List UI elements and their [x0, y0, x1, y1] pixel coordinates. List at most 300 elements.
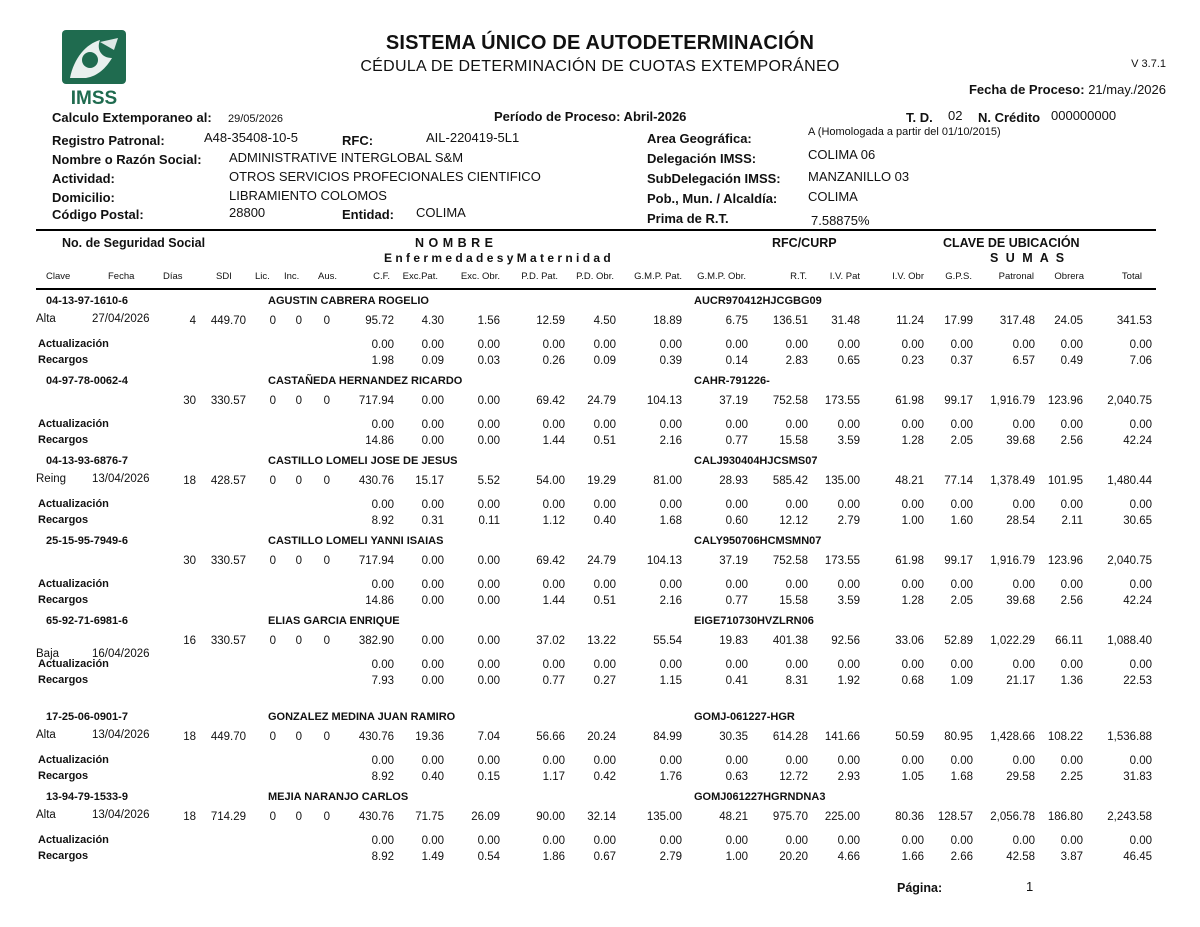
actualizacion-cell: 0.00: [785, 579, 808, 591]
amount-cell: 382.90: [358, 635, 394, 647]
actualizacion-cell: 0.00: [542, 659, 565, 671]
area-label: Area Geográfica:: [647, 131, 752, 146]
movement-type: Alta: [36, 313, 56, 325]
recargos-cell: 2.79: [837, 515, 860, 527]
movement-date: 13/04/2026: [92, 729, 150, 741]
cp-label: Código Postal:: [52, 207, 144, 222]
employee-name: CASTILLO LOMELI JOSE DE JESUS: [268, 455, 458, 467]
amount-cell: 1.56: [477, 315, 500, 327]
movement-date: 13/04/2026: [92, 473, 150, 485]
actualizacion-label: Actualización: [38, 578, 109, 590]
actualizacion-cell: 0.00: [421, 659, 444, 671]
recargos-cell: 28.54: [1006, 515, 1035, 527]
sdi-value: 428.57: [210, 475, 246, 487]
dias-value: 18: [183, 731, 196, 743]
recargos-cell: 14.86: [365, 435, 394, 447]
recargos-cell: 14.86: [365, 595, 394, 607]
amount-cell: 24.79: [587, 555, 616, 567]
recargos-cell: 0.67: [593, 851, 616, 863]
actividad-value: OTROS SERVICIOS PROFECIONALES CIENTIFICO: [229, 169, 541, 184]
recargos-cell: 2.05: [950, 595, 973, 607]
employee-nss: 25-15-95-7949-6: [46, 535, 128, 547]
lic-value: 0: [269, 811, 276, 823]
recargos-cell: 22.53: [1123, 675, 1152, 687]
actualizacion-label: Actualización: [38, 418, 109, 430]
amount-cell: 69.42: [536, 555, 565, 567]
column-header-2: Días: [163, 271, 183, 282]
pagina-label: Página:: [897, 881, 943, 895]
recargos-cell: 3.87: [1060, 851, 1083, 863]
actualizacion-cell: 0.00: [1012, 579, 1035, 591]
amount-cell: 430.76: [358, 811, 394, 823]
amount-cell: 71.75: [415, 811, 444, 823]
column-header-6: Aus.: [318, 271, 338, 282]
amount-cell: 5.52: [477, 475, 500, 487]
amount-cell: 18.89: [653, 315, 682, 327]
rfc-value: AIL-220419-5L1: [426, 130, 520, 145]
actualizacion-cell: 0.00: [371, 659, 394, 671]
employee-rfc: GOMJ061227HGRNDNA3: [694, 791, 826, 803]
actualizacion-cell: 0.00: [371, 755, 394, 767]
actualizacion-cell: 0.00: [901, 339, 924, 351]
nss-column-header: No. de Seguridad Social: [62, 236, 206, 250]
recargos-cell: 1.00: [725, 851, 748, 863]
actualizacion-cell: 0.00: [837, 659, 860, 671]
entidad-label: Entidad:: [342, 207, 394, 222]
amount-cell: 80.36: [895, 811, 924, 823]
amount-cell: 30.35: [719, 731, 748, 743]
actualizacion-cell: 0.00: [659, 579, 682, 591]
actualizacion-cell: 0.00: [725, 419, 748, 431]
recargos-label: Recargos: [38, 594, 89, 606]
amount-cell: 317.48: [999, 315, 1035, 327]
column-header-14: R.T.: [790, 271, 807, 282]
amount-cell: 104.13: [646, 395, 682, 407]
actualizacion-cell: 0.00: [837, 579, 860, 591]
amount-cell: 108.22: [1047, 731, 1083, 743]
recargos-cell: 7.93: [371, 675, 394, 687]
amount-cell: 31.48: [831, 315, 860, 327]
amount-cell: 1,916.79: [990, 395, 1035, 407]
employee-name: CASTAÑEDA HERNANDEZ RICARDO: [268, 375, 463, 387]
actualizacion-cell: 0.00: [593, 499, 616, 511]
actualizacion-cell: 0.00: [725, 755, 748, 767]
recargos-cell: 42.24: [1123, 595, 1152, 607]
amount-cell: 19.83: [719, 635, 748, 647]
amount-cell: 19.36: [415, 731, 444, 743]
actualizacion-cell: 0.00: [421, 419, 444, 431]
sumas-header: S U M A S: [990, 251, 1067, 265]
amount-cell: 7.04: [477, 731, 500, 743]
clave-ubicacion-header: CLAVE DE UBICACIÓN: [943, 236, 1080, 250]
recargos-cell: 1.00: [901, 515, 924, 527]
amount-cell: 101.95: [1047, 475, 1083, 487]
actualizacion-cell: 0.00: [421, 755, 444, 767]
amount-cell: 37.02: [536, 635, 565, 647]
actualizacion-cell: 0.00: [542, 755, 565, 767]
amount-cell: 48.21: [895, 475, 924, 487]
amount-cell: 104.13: [646, 555, 682, 567]
employee-rfc: CAHR-791226-: [694, 375, 770, 387]
actualizacion-cell: 0.00: [1060, 339, 1083, 351]
column-header-15: I.V. Pat: [829, 271, 860, 282]
actualizacion-cell: 0.00: [901, 419, 924, 431]
amount-cell: 752.58: [772, 555, 808, 567]
prima-value: 7.58875%: [811, 213, 870, 228]
amount-cell: 0.00: [477, 635, 500, 647]
recargos-label: Recargos: [38, 770, 89, 782]
lic-value: 0: [269, 395, 276, 407]
amount-cell: 128.57: [937, 811, 973, 823]
actualizacion-cell: 0.00: [901, 835, 924, 847]
recargos-label: Recargos: [38, 354, 89, 366]
employee-nss: 65-92-71-6981-6: [46, 615, 128, 627]
actualizacion-cell: 0.00: [477, 339, 500, 351]
actualizacion-cell: 0.00: [1060, 579, 1083, 591]
recargos-cell: 15.58: [779, 595, 808, 607]
recargos-cell: 12.12: [779, 515, 808, 527]
aus-value: 0: [323, 475, 330, 487]
amount-cell: 12.59: [536, 315, 565, 327]
amount-cell: 37.19: [719, 395, 748, 407]
actualizacion-label: Actualización: [38, 754, 109, 766]
em-header: E n f e r m e d a d e s y M a t e r n i d a d: [384, 251, 611, 265]
amount-cell: 141.66: [824, 731, 860, 743]
column-header-7: C.F.: [373, 271, 390, 282]
actualizacion-cell: 0.00: [1129, 419, 1152, 431]
amount-cell: 95.72: [365, 315, 394, 327]
actualizacion-cell: 0.00: [371, 339, 394, 351]
employee-rfc: GOMJ-061227-HGR: [694, 711, 795, 723]
recargos-cell: 2.16: [659, 435, 682, 447]
actualizacion-cell: 0.00: [659, 755, 682, 767]
actualizacion-cell: 0.00: [837, 499, 860, 511]
recargos-cell: 0.23: [901, 355, 924, 367]
actualizacion-cell: 0.00: [477, 835, 500, 847]
document-title: SISTEMA ÚNICO DE AUTODETERMINACIÓN: [385, 32, 815, 54]
nombre-column-header: N O M B R E: [415, 236, 494, 250]
recargos-cell: 0.31: [421, 515, 444, 527]
recargos-cell: 2.05: [950, 435, 973, 447]
rfc-label: RFC:: [342, 133, 374, 148]
employee-rfc: EIGE710730HVZLRN06: [694, 615, 814, 627]
prima-label: Prima de R.T.: [647, 211, 729, 226]
recargos-cell: 0.51: [593, 435, 616, 447]
actualizacion-cell: 0.00: [542, 339, 565, 351]
recargos-cell: 1.28: [901, 435, 924, 447]
td-value: 02: [948, 108, 963, 123]
actualizacion-cell: 0.00: [901, 755, 924, 767]
cp-value: 28800: [229, 205, 266, 220]
recargos-cell: 1.44: [542, 435, 565, 447]
amount-cell: 61.98: [895, 555, 924, 567]
dias-value: 30: [183, 395, 196, 407]
column-header-9: Exc. Obr.: [460, 271, 500, 282]
amount-cell: 24.05: [1054, 315, 1083, 327]
delegacion-label: Delegación IMSS:: [647, 151, 757, 166]
employee-nss: 04-97-78-0062-4: [46, 375, 128, 387]
recargos-cell: 31.83: [1123, 771, 1152, 783]
actualizacion-cell: 0.00: [950, 755, 973, 767]
amount-cell: 69.42: [536, 395, 565, 407]
aus-value: 0: [323, 315, 330, 327]
recargos-cell: 2.66: [950, 851, 973, 863]
actualizacion-cell: 0.00: [837, 339, 860, 351]
inc-value: 0: [295, 731, 302, 743]
actualizacion-cell: 0.00: [659, 835, 682, 847]
sdi-value: 330.57: [210, 395, 246, 407]
amount-cell: 186.80: [1047, 811, 1083, 823]
recargos-label: Recargos: [38, 850, 89, 862]
amount-cell: 135.00: [824, 475, 860, 487]
employee-name: MEJIA NARANJO CARLOS: [268, 791, 409, 803]
actualizacion-cell: 0.00: [1012, 835, 1035, 847]
actualizacion-cell: 0.00: [1129, 499, 1152, 511]
actualizacion-cell: 0.00: [542, 499, 565, 511]
dias-value: 4: [189, 315, 196, 327]
actualizacion-cell: 0.00: [593, 755, 616, 767]
recargos-cell: 2.56: [1060, 435, 1083, 447]
sdi-value: 330.57: [210, 635, 246, 647]
inc-value: 0: [295, 555, 302, 567]
recargos-cell: 4.66: [837, 851, 860, 863]
recargos-cell: 1.98: [371, 355, 394, 367]
amount-cell: 1,536.88: [1107, 731, 1152, 743]
amount-cell: 99.17: [944, 555, 973, 567]
actualizacion-cell: 0.00: [837, 419, 860, 431]
employee-nss: 13-94-79-1533-9: [46, 791, 128, 803]
actualizacion-cell: 0.00: [785, 755, 808, 767]
actualizacion-cell: 0.00: [901, 659, 924, 671]
amount-cell: 28.93: [719, 475, 748, 487]
recargos-cell: 42.58: [1006, 851, 1035, 863]
amount-cell: 20.24: [587, 731, 616, 743]
actualizacion-cell: 0.00: [371, 835, 394, 847]
actualizacion-cell: 0.00: [1060, 659, 1083, 671]
amount-cell: 24.79: [587, 395, 616, 407]
column-header-1: Fecha: [108, 271, 135, 282]
movement-type: Alta: [36, 809, 56, 821]
amount-cell: 17.99: [944, 315, 973, 327]
actualizacion-cell: 0.00: [837, 835, 860, 847]
recargos-cell: 29.58: [1006, 771, 1035, 783]
recargos-cell: 2.25: [1060, 771, 1083, 783]
recargos-cell: 0.00: [477, 595, 500, 607]
recargos-cell: 8.31: [785, 675, 808, 687]
lic-value: 0: [269, 475, 276, 487]
actualizacion-cell: 0.00: [1129, 579, 1152, 591]
recargos-cell: 7.06: [1129, 355, 1152, 367]
inc-value: 0: [295, 315, 302, 327]
recargos-cell: 2.93: [837, 771, 860, 783]
actualizacion-cell: 0.00: [477, 499, 500, 511]
recargos-cell: 1.49: [421, 851, 444, 863]
column-header-10: P.D. Pat.: [521, 271, 558, 282]
recargos-cell: 0.40: [593, 515, 616, 527]
recargos-label: Recargos: [38, 674, 89, 686]
nombre-value: ADMINISTRATIVE INTERGLOBAL S&M: [229, 150, 464, 165]
recargos-cell: 0.40: [421, 771, 444, 783]
actualizacion-cell: 0.00: [785, 835, 808, 847]
amount-cell: 61.98: [895, 395, 924, 407]
recargos-cell: 0.65: [837, 355, 860, 367]
employee-name: CASTILLO LOMELI YANNI ISAIAS: [268, 535, 444, 547]
amount-cell: 135.00: [646, 811, 682, 823]
actualizacion-cell: 0.00: [593, 835, 616, 847]
rfc-column-header: RFC/CURP: [772, 236, 837, 250]
sdi-value: 330.57: [210, 555, 246, 567]
pob-value: COLIMA: [808, 189, 858, 204]
actualizacion-cell: 0.00: [659, 659, 682, 671]
recargos-cell: 0.77: [725, 595, 748, 607]
version-label: V 3.7.1: [1131, 58, 1166, 70]
recargos-cell: 0.77: [725, 435, 748, 447]
recargos-cell: 0.41: [725, 675, 748, 687]
amount-cell: 66.11: [1055, 635, 1083, 647]
amount-cell: 717.94: [358, 395, 394, 407]
recargos-label: Recargos: [38, 434, 89, 446]
recargos-cell: 1.05: [901, 771, 924, 783]
recargos-cell: 1.12: [542, 515, 565, 527]
actualizacion-cell: 0.00: [785, 339, 808, 351]
recargos-cell: 0.54: [477, 851, 500, 863]
amount-cell: 173.55: [824, 395, 860, 407]
movement-type: Alta: [36, 729, 56, 741]
column-header-19: Obrera: [1054, 271, 1084, 282]
employee-rfc: AUCR970412HJCGBG09: [694, 295, 822, 307]
actualizacion-cell: 0.00: [659, 499, 682, 511]
column-header-5: Inc.: [284, 271, 300, 282]
actualizacion-cell: 0.00: [725, 339, 748, 351]
recargos-cell: 0.00: [477, 435, 500, 447]
actualizacion-cell: 0.00: [1129, 755, 1152, 767]
amount-cell: 614.28: [772, 731, 808, 743]
aus-value: 0: [323, 555, 330, 567]
column-header-0: Clave: [46, 271, 71, 282]
fecha-proceso-value: 21/may./2026: [1088, 82, 1166, 97]
column-header-4: Lic.: [255, 271, 270, 282]
inc-value: 0: [295, 811, 302, 823]
amount-cell: 15.17: [415, 475, 444, 487]
column-divider: [36, 288, 1156, 290]
actualizacion-cell: 0.00: [1060, 419, 1083, 431]
amount-cell: 0.00: [477, 395, 500, 407]
actualizacion-cell: 0.00: [950, 659, 973, 671]
lic-value: 0: [269, 635, 276, 647]
amount-cell: 1,428.66: [990, 731, 1035, 743]
amount-cell: 1,916.79: [990, 555, 1035, 567]
amount-cell: 173.55: [824, 555, 860, 567]
subdelegacion-value: MANZANILLO 03: [808, 169, 910, 184]
movement-date: 27/04/2026: [92, 313, 150, 325]
registro-label: Registro Patronal:: [52, 133, 165, 148]
amount-cell: 84.99: [653, 731, 682, 743]
recargos-cell: 0.00: [421, 435, 444, 447]
amount-cell: 50.59: [895, 731, 924, 743]
aus-value: 0: [323, 635, 330, 647]
recargos-cell: 0.09: [421, 355, 444, 367]
lic-value: 0: [269, 555, 276, 567]
actualizacion-cell: 0.00: [1012, 659, 1035, 671]
recargos-cell: 0.37: [950, 355, 973, 367]
inc-value: 0: [295, 395, 302, 407]
recargos-cell: 0.39: [659, 355, 682, 367]
recargos-cell: 1.28: [901, 595, 924, 607]
actualizacion-cell: 0.00: [371, 579, 394, 591]
recargos-cell: 2.16: [659, 595, 682, 607]
calculo-value: 29/05/2026: [228, 113, 284, 125]
amount-cell: 123.96: [1047, 555, 1083, 567]
inc-value: 0: [295, 635, 302, 647]
column-header-11: P.D. Obr.: [576, 271, 614, 282]
recargos-cell: 0.00: [421, 595, 444, 607]
recargos-cell: 0.49: [1060, 355, 1083, 367]
recargos-cell: 0.51: [593, 595, 616, 607]
amount-cell: 0.00: [421, 635, 444, 647]
td-label: T. D.: [906, 110, 933, 125]
actualizacion-cell: 0.00: [1129, 835, 1152, 847]
recargos-cell: 0.09: [593, 355, 616, 367]
lic-value: 0: [269, 315, 276, 327]
amount-cell: 1,022.29: [990, 635, 1035, 647]
sdi-value: 449.70: [210, 731, 246, 743]
actualizacion-label: Actualización: [38, 658, 109, 670]
recargos-cell: 1.15: [659, 675, 682, 687]
actualizacion-cell: 0.00: [593, 339, 616, 351]
recargos-cell: 1.17: [542, 771, 565, 783]
actualizacion-label: Actualización: [38, 834, 109, 846]
column-header-12: G.M.P. Pat.: [634, 271, 682, 282]
delegacion-value: COLIMA 06: [808, 147, 876, 162]
actualizacion-cell: 0.00: [1012, 419, 1035, 431]
dias-value: 30: [183, 555, 196, 567]
column-header-8: Exc.Pat.: [402, 271, 438, 282]
periodo-label: Período de Proceso: Abril-2026: [494, 109, 687, 124]
actualizacion-cell: 0.00: [421, 339, 444, 351]
recargos-cell: 1.44: [542, 595, 565, 607]
actualizacion-cell: 0.00: [542, 579, 565, 591]
actualizacion-cell: 0.00: [725, 499, 748, 511]
amount-cell: 4.50: [593, 315, 616, 327]
registro-value: A48-35408-10-5: [204, 130, 298, 145]
recargos-cell: 0.26: [542, 355, 565, 367]
amount-cell: 430.76: [358, 475, 394, 487]
actualizacion-cell: 0.00: [950, 835, 973, 847]
actualizacion-cell: 0.00: [725, 659, 748, 671]
recargos-cell: 2.11: [1061, 515, 1083, 527]
recargos-cell: 1.09: [950, 675, 973, 687]
recargos-cell: 12.72: [779, 771, 808, 783]
amount-cell: 11.24: [896, 315, 924, 327]
amount-cell: 80.95: [944, 731, 973, 743]
recargos-cell: 3.59: [837, 435, 860, 447]
aus-value: 0: [323, 731, 330, 743]
recargos-cell: 0.00: [421, 675, 444, 687]
recargos-cell: 2.79: [659, 851, 682, 863]
recargos-cell: 0.27: [593, 675, 616, 687]
amount-cell: 2,040.75: [1107, 395, 1152, 407]
amount-cell: 0.00: [421, 555, 444, 567]
amount-cell: 1,088.40: [1107, 635, 1152, 647]
actualizacion-cell: 0.00: [725, 579, 748, 591]
recargos-cell: 6.57: [1012, 355, 1035, 367]
amount-cell: 0.00: [477, 555, 500, 567]
amount-cell: 123.96: [1047, 395, 1083, 407]
amount-cell: 401.38: [772, 635, 808, 647]
inc-value: 0: [295, 475, 302, 487]
aus-value: 0: [323, 395, 330, 407]
nombre-label: Nombre o Razón Social:: [52, 152, 202, 167]
